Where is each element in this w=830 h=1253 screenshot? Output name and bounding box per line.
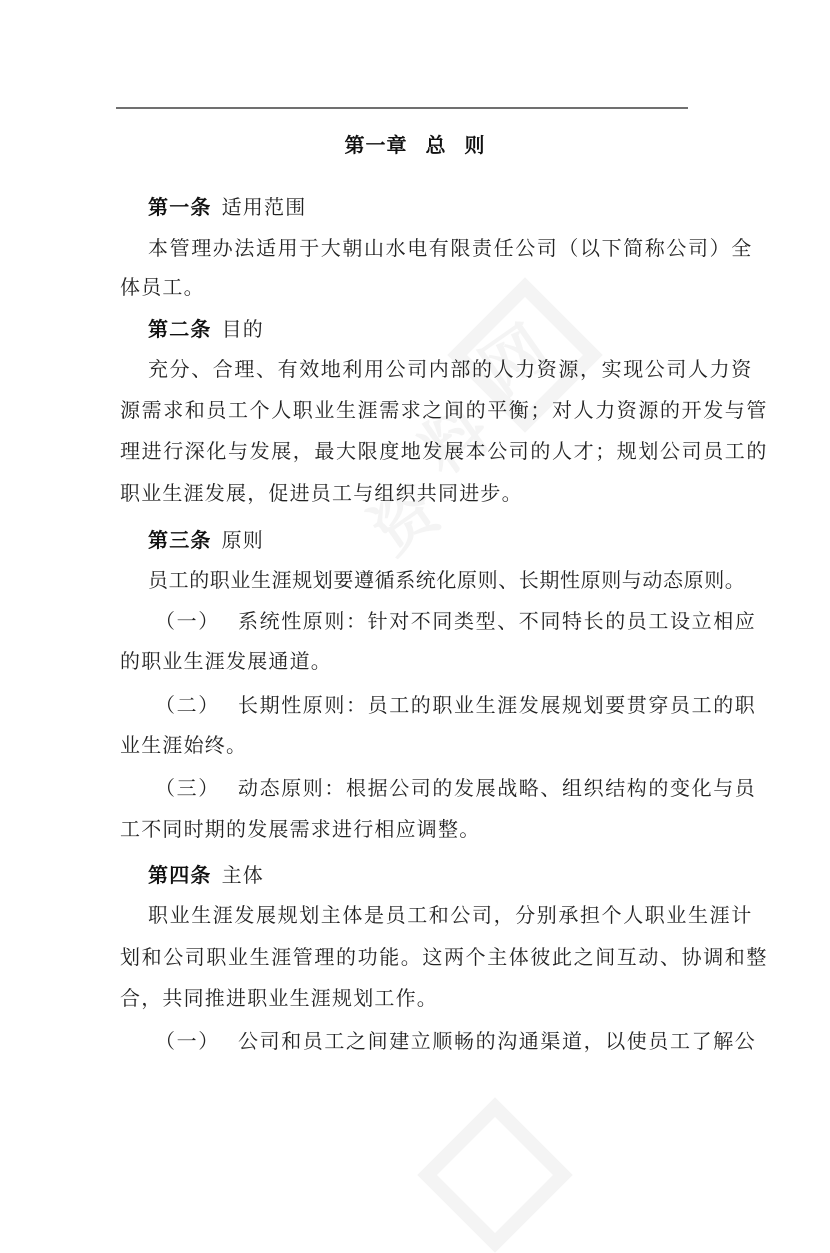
chapter-title-number: 第一章 [344, 133, 408, 157]
paragraph-line: 合，共同推进职业生涯规划工作。 [120, 986, 438, 1010]
paragraph-line: 职业生涯发展，促进员工与组织共同进步。 [120, 481, 523, 505]
article-heading [148, 315, 738, 343]
list-item [155, 607, 757, 635]
paragraph-line: 充分、合理、有效地利用公司内部的人力资源，实现公司人力资 [148, 357, 753, 381]
article-number: 第一条 [148, 195, 212, 219]
paragraph-line: 理进行深化与发展，最大限度地发展本公司的人才；规划公司员工的 [120, 439, 768, 463]
article-title: 原则 [221, 528, 265, 552]
paragraph-line: 体员工。 [120, 275, 205, 299]
article-heading [148, 526, 738, 554]
list-marker: （三） [155, 776, 220, 800]
list-item-text: 长期性原则：员工的职业生涯发展规划要贯穿员工的职 [238, 693, 757, 717]
list-item-text: 系统性原则：针对不同类型、不同特长的员工设立相应 [238, 609, 757, 633]
chapter-title-word-1: 总 [425, 133, 447, 157]
article-title: 目的 [221, 317, 265, 341]
article-number: 第四条 [148, 863, 212, 887]
paragraph-line: 业生涯始终。 [120, 733, 248, 757]
chapter-title [0, 129, 830, 158]
list-marker: （一） [155, 609, 220, 633]
paragraph-line: 工不同时期的发展需求进行相应调整。 [120, 817, 481, 841]
article-heading [148, 193, 738, 221]
list-marker: （二） [155, 693, 220, 717]
list-item [155, 774, 757, 802]
article-number: 第三条 [148, 528, 212, 552]
list-item-text: 公司和员工之间建立顺畅的沟通渠道，以使员工了解公 [238, 1029, 757, 1053]
list-item-text: 动态原则：根据公司的发展战略、组织结构的变化与员 [238, 776, 757, 800]
watermark-char [349, 460, 454, 572]
header-rule [116, 107, 688, 109]
article-title: 主体 [221, 863, 265, 887]
article-heading [148, 861, 738, 889]
paragraph-line: 的职业生涯发展通道。 [120, 649, 332, 673]
paragraph-line: 员工的职业生涯规划要遵循系统化原则、长期性原则与动态原则。 [148, 568, 746, 592]
watermark-diamond-icon [417, 1097, 573, 1253]
paragraph-line: 划和公司职业生涯管理的功能。这两个主体彼此之间互动、协调和整 [120, 945, 768, 969]
list-item [155, 1027, 757, 1055]
chapter-title-word-2: 则 [464, 133, 486, 157]
article-number: 第二条 [148, 317, 212, 341]
list-marker: （一） [155, 1029, 220, 1053]
article-title: 适用范围 [221, 195, 307, 219]
paragraph-line: 源需求和员工个人职业生涯需求之间的平衡；对人力资源的开发与管 [120, 398, 768, 422]
list-item [155, 691, 757, 719]
paragraph-line: 本管理办法适用于大朝山水电有限责任公司（以下简称公司）全 [148, 236, 753, 260]
paragraph-line: 职业生涯发展规划主体是员工和公司，分别承担个人职业生涯计 [148, 903, 753, 927]
